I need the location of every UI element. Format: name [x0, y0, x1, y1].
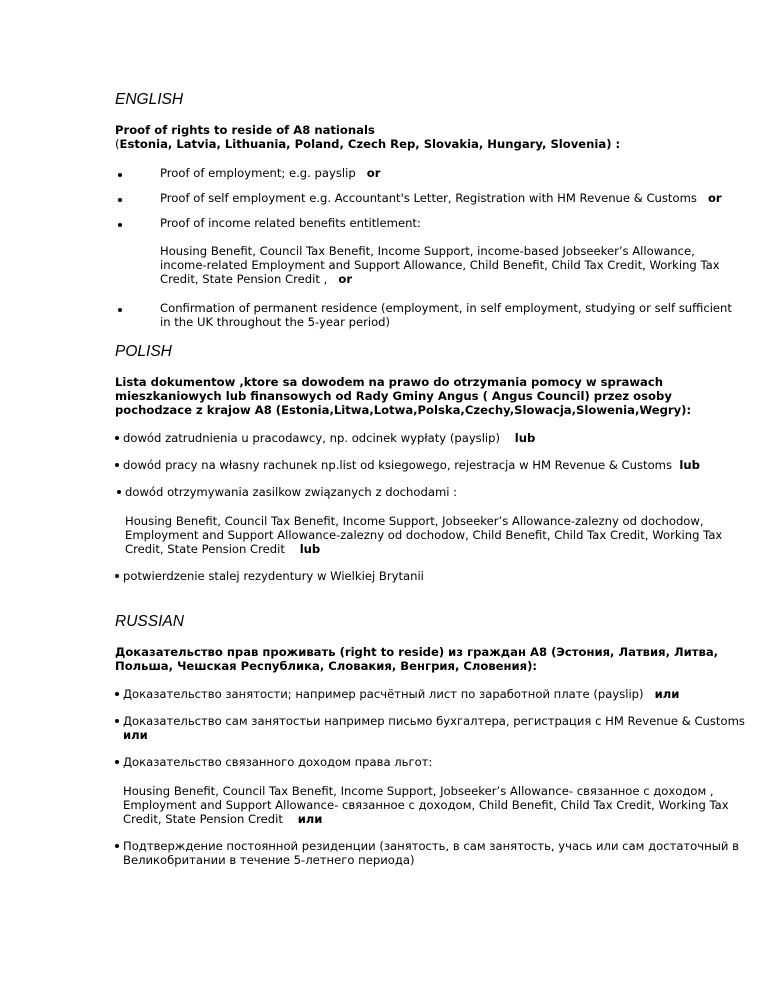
bullet-icon: [115, 692, 119, 696]
lub-label: lub: [679, 458, 700, 472]
english-heading: ENGLISH: [115, 91, 184, 108]
english-title-line1: Proof of rights to reside of A8 nationals: [115, 123, 375, 137]
english-benefits-line1: Housing Benefit, Council Tax Benefit, Income Support, income-based Jobseeker’s Allowance,: [160, 244, 695, 258]
bullet-icon: [117, 490, 121, 494]
bullet-icon: [115, 436, 119, 440]
bullet-icon: [115, 463, 119, 467]
english-item-residence-line1: Confirmation of permanent residence (employment, in self employment, studying or self sufficient: [160, 301, 732, 315]
ili-label: или: [123, 728, 148, 742]
lub-label: lub: [299, 542, 321, 556]
russian-benefits-line2: Employment and Support Allowance- связанное с доходом, Child Benefit, Child Tax Credit, Working Tax: [123, 798, 729, 812]
polish-item-residence: potwierdzenie stalej rezydentury w Wielkiej Brytanii: [115, 569, 424, 583]
russian-item-self-employment: Доказательство сам занятостьи например письмо бухгалтера, регистрация с HM Revenue & Customs: [115, 714, 745, 728]
russian-item-employment: Доказательство занятости; например расчётный лист по заработной плате (payslip) или: [115, 687, 679, 701]
polish-benefits-line2: Employment and Support Allowance-zalezny od dochodow, Child Benefit, Child Tax Credit, Working Tax: [125, 528, 723, 542]
bullet-icon: [115, 719, 119, 723]
polish-title-line2: mieszkaniowych lub finansowych od Rady Gminy Angus ( Angus Council) przez osoby: [115, 389, 672, 403]
bullet-icon: [118, 308, 122, 312]
bullet-icon: [118, 198, 122, 202]
bullet-icon: [115, 760, 119, 764]
english-item-employment: Proof of employment; e.g. payslip or: [160, 166, 381, 180]
polish-benefits-line1: Housing Benefit, Council Tax Benefit, Income Support, Jobseeker’s Allowance-zalezny od dochodow,: [125, 514, 704, 528]
russian-benefits-line1: Housing Benefit, Council Tax Benefit, Income Support, Jobseeker’s Allowance- связанное с доходом ,: [123, 784, 714, 798]
english-item-residence-line2: in the UK throughout the 5-year period): [160, 315, 391, 329]
polish-item-self-employment: dowód pracy na własny rachunek np.list od ksiegowego, rejestracja w HM Revenue & Customs lub: [115, 458, 700, 472]
english-item-self-employment: Proof of self employment e.g. Accountant's Letter, Registration with HM Revenue & Customs or: [160, 191, 722, 205]
bullet-icon: [118, 223, 122, 227]
english-title-line2: [115, 137, 620, 151]
russian-title-line1: Доказательство прав проживать (right to reside) из граждан А8 (Эстония, Латвия, Литва,: [115, 645, 719, 659]
ili-label: или: [654, 687, 680, 701]
bullet-icon: [115, 574, 119, 578]
english-benefits-line3: Credit, State Pension Credit , or: [160, 272, 353, 286]
polish-heading: POLISH: [115, 343, 172, 360]
lub-label: lub: [514, 431, 536, 445]
english-item-benefits: Proof of income related benefits entitlement:: [160, 216, 421, 230]
russian-item-residence-line1: Подтверждение постоянной резиденции (занятость, в сам занятость, учась или сам достаточный в: [115, 839, 739, 853]
russian-title-line2: Польша, Чешская Республика, Словакия, Венгрия, Словения):: [115, 659, 538, 673]
polish-title-line1: Lista dokumentow ,ktore sa dowodem na prawo do otrzymania pomocy w sprawach: [115, 375, 663, 389]
polish-benefits-line3: Credit, State Pension Credit lub: [125, 542, 321, 556]
russian-item-benefits: Доказательство связанного доходом права льгот:: [115, 755, 432, 769]
bullet-icon: [115, 844, 119, 848]
polish-title-line3: pochodzace z krajow A8 (Estonia,Litwa,Lotwa,Polska,Czechy,Slowacja,Slowenia,Wegry):: [115, 403, 692, 417]
bullet-icon: [118, 173, 122, 177]
russian-heading: RUSSIAN: [115, 613, 184, 630]
or-label: or: [338, 272, 353, 286]
polish-item-employment: dowód zatrudnienia u pracodawcy, np. odcinek wypłaty (payslip) lub: [115, 431, 535, 445]
english-title-paren: (: [115, 137, 120, 151]
english-benefits-line2: income-related Employment and Support Allowance, Child Benefit, Child Tax Credit, Working Tax: [160, 258, 720, 272]
or-label: or: [366, 166, 381, 180]
ili-label: или: [297, 812, 323, 826]
english-title-countries: Estonia, Latvia, Lithuania, Poland, Czech Rep, Slovakia, Hungary, Slovenia) :: [119, 137, 621, 151]
or-label: or: [707, 191, 722, 205]
russian-benefits-line3: Credit, State Pension Credit или: [123, 812, 323, 826]
russian-item-residence-line2: Великобритании в течение 5-летнего периода): [123, 853, 415, 867]
polish-item-benefits: dowód otrzymywania zasilkow związanych z dochodami :: [117, 485, 457, 499]
